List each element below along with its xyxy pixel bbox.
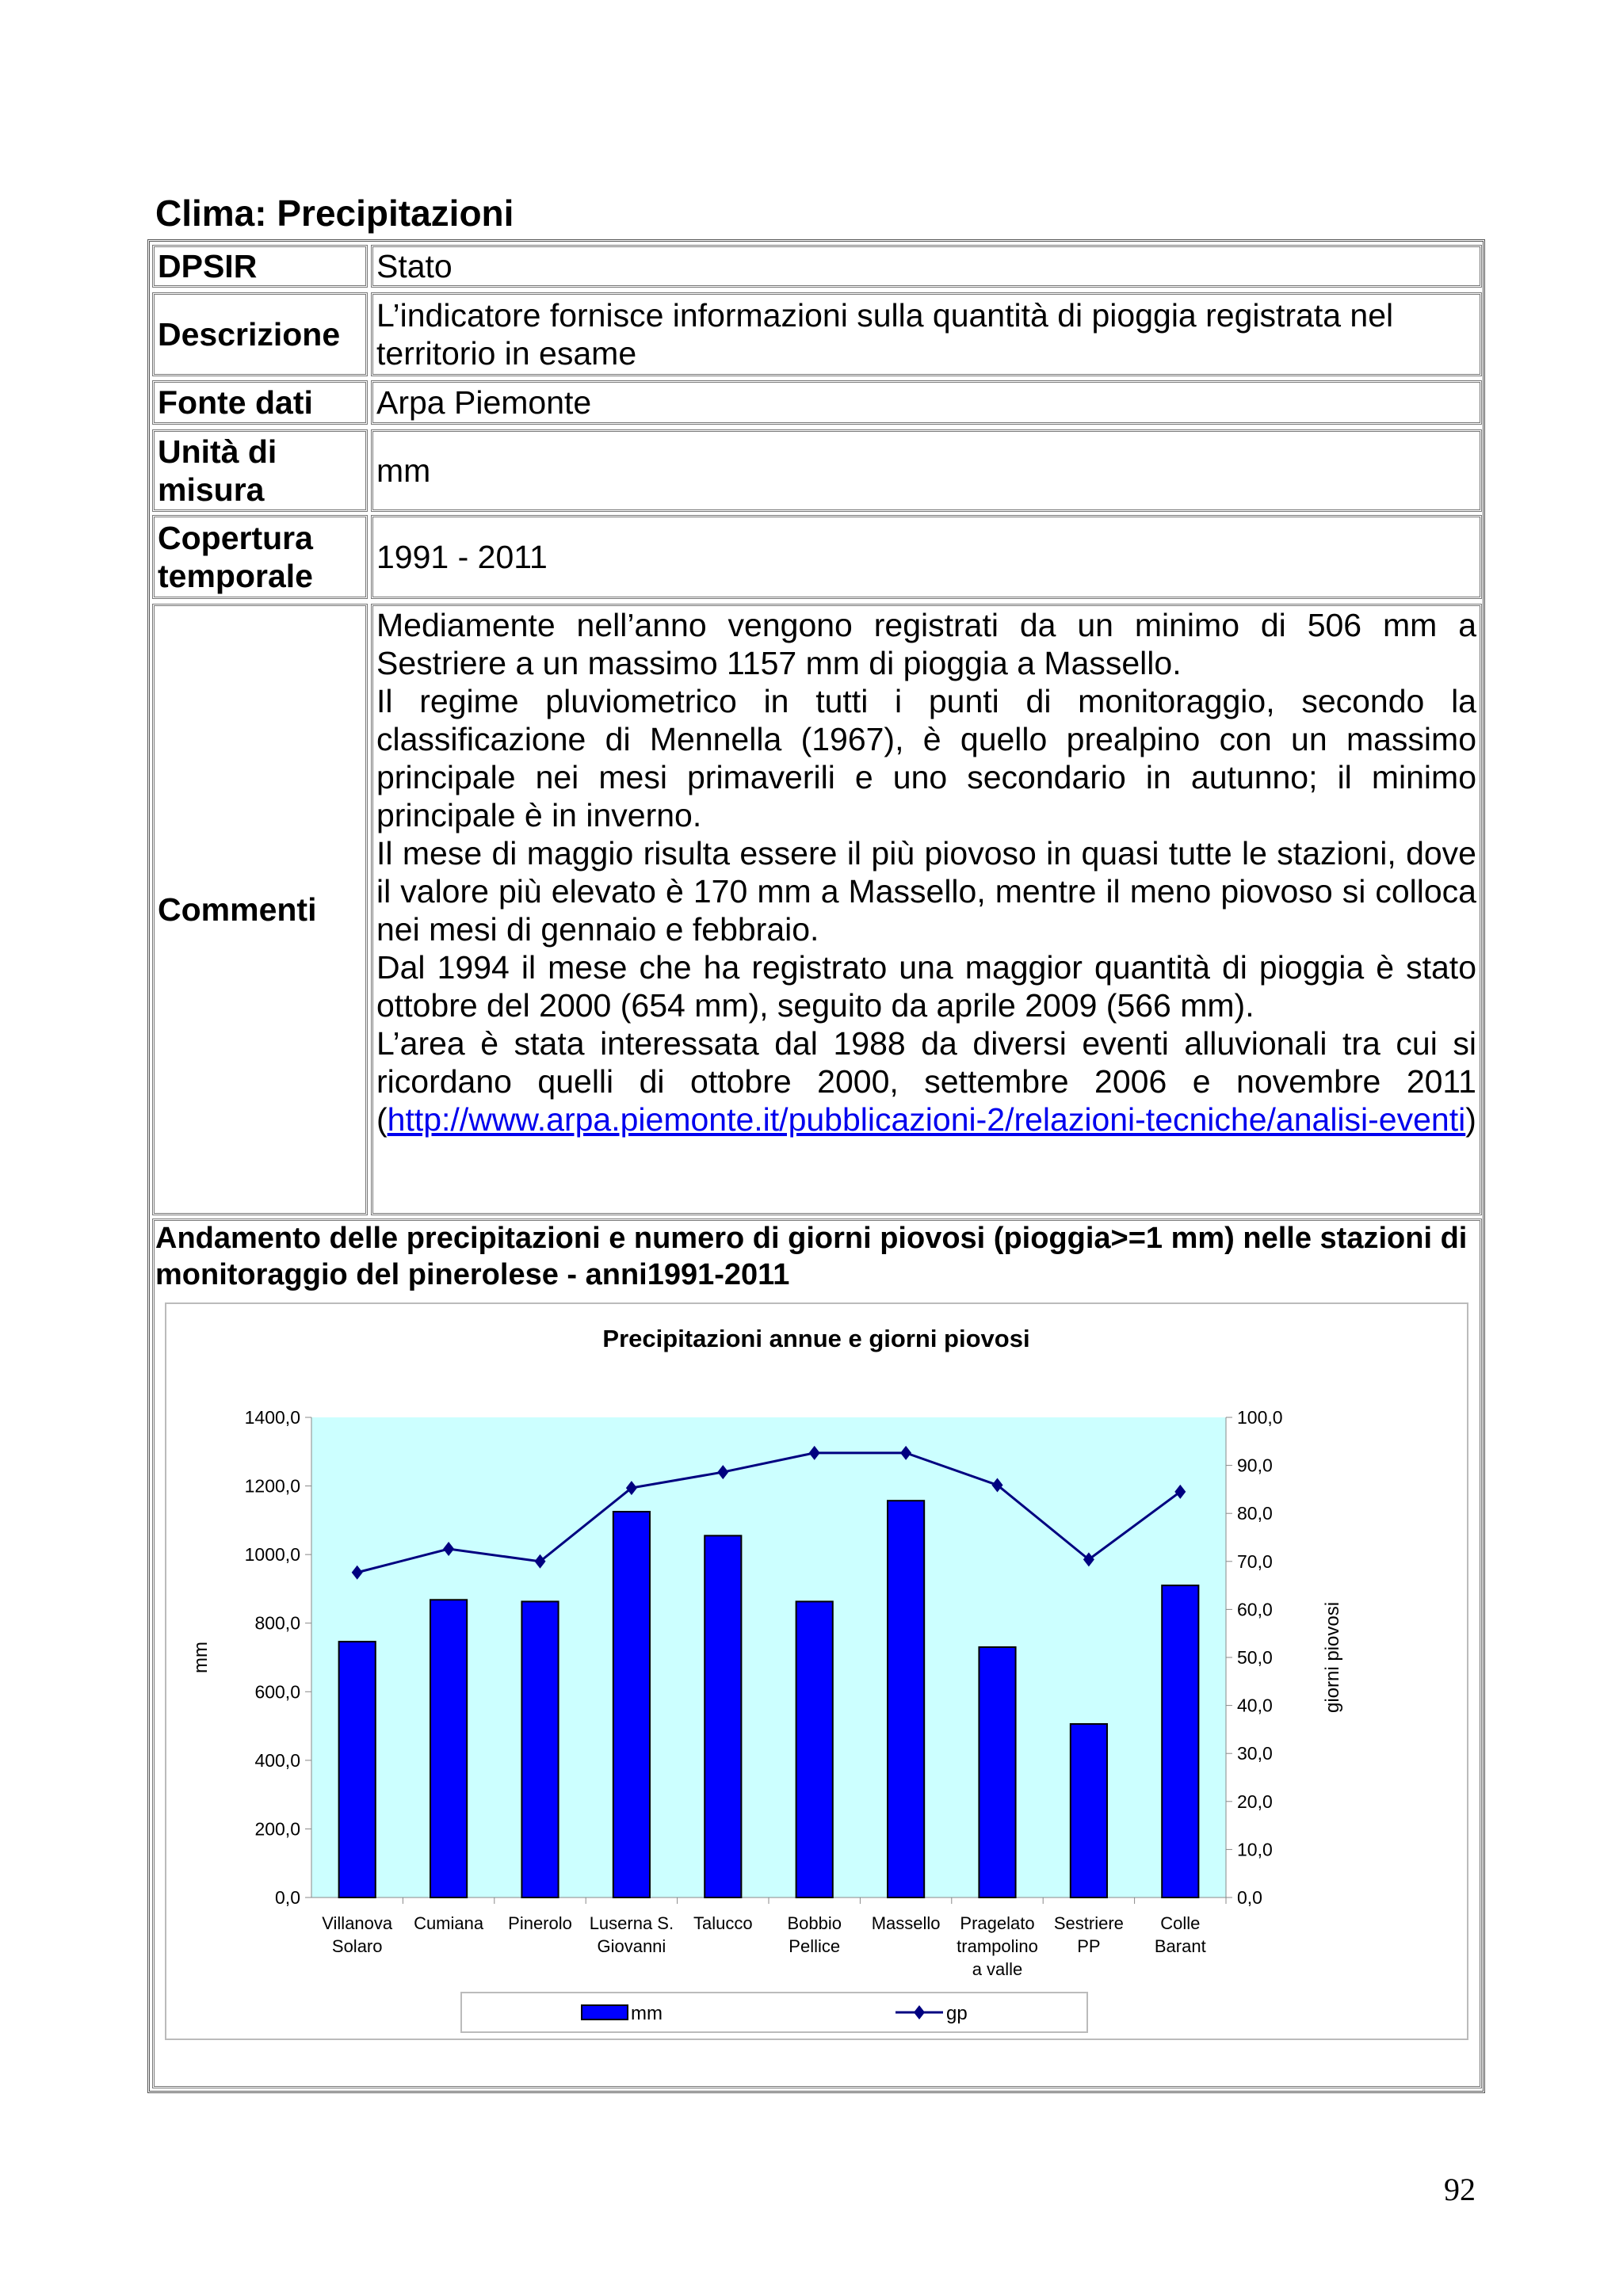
y2-tick-label: 10,0: [1237, 1839, 1273, 1860]
row-label-dpsir: DPSIR: [152, 245, 368, 288]
y2-tick-label: 0,0: [1237, 1887, 1262, 1908]
x-tick-label: a valle: [972, 1959, 1023, 1979]
y2-tick-label: 100,0: [1237, 1407, 1283, 1428]
bar-mm: [521, 1601, 558, 1897]
y-tick-label: 200,0: [254, 1818, 300, 1840]
chart-caption: Andamento delle precipitazioni e numero di giorni piovosi (pioggia>=1 mm) nelle stazioni di monitoraggio del pinerolese - anni1991-2011: [155, 1222, 1468, 1291]
y2-tick-label: 50,0: [1237, 1647, 1273, 1668]
y2-tick-label: 80,0: [1237, 1503, 1273, 1524]
y2-tick-label: 90,0: [1237, 1455, 1273, 1476]
row-value-commenti: [371, 604, 1482, 1215]
chart-title: Precipitazioni annue e giorni piovosi: [602, 1325, 1030, 1352]
legend-gp-label: gp: [946, 2003, 968, 2024]
bar-mm: [705, 1535, 741, 1897]
legend-mm-swatch: [582, 2005, 628, 2019]
bar-mm: [430, 1600, 467, 1897]
x-tick-label: Massello: [871, 1913, 941, 1933]
row-value-copertura: 1991 - 2011: [371, 515, 1482, 599]
y2-tick-label: 70,0: [1237, 1550, 1273, 1572]
row-label-unita: Unità di misura: [152, 429, 368, 512]
y2-tick-label: 20,0: [1237, 1791, 1273, 1812]
comment-5-close: ): [1465, 1101, 1476, 1138]
comment-3: Il mese di maggio risulta essere il più piovoso in quasi tutte le stazioni, dove il valore più elevato è 170 mm a Massello, mentre il meno piovoso si colloca nei mesi di gennaio e febbraio.: [376, 835, 1476, 948]
y-tick-label: 800,0: [254, 1612, 300, 1634]
row-value-descrizione: L’indicatore fornisce informazioni sulla quantità di pioggia registrata nel territorio in esame: [371, 292, 1482, 376]
row-value-unita: mm: [371, 429, 1482, 512]
chart-svg: [166, 1304, 1467, 2039]
page-title: Clima: Precipitazioni: [155, 193, 514, 234]
y-tick-label: 0,0: [275, 1887, 300, 1908]
x-tick-label: Barant: [1154, 1936, 1206, 1956]
row-value-dpsir: Stato: [371, 245, 1482, 288]
y2-tick-label: 60,0: [1237, 1599, 1273, 1620]
y-axis-label: mm: [190, 1642, 212, 1673]
x-tick-label: Pellice: [789, 1936, 841, 1956]
comment-5: [376, 1024, 1476, 1138]
bar-mm: [979, 1647, 1015, 1897]
row-label-fonte: Fonte dati: [152, 380, 368, 425]
row-value-fonte: Arpa Piemonte: [371, 380, 1482, 425]
y-tick-label: 1000,0: [244, 1544, 300, 1566]
x-tick-label: Bobbio: [787, 1913, 842, 1933]
x-tick-label: Colle: [1160, 1913, 1201, 1933]
legend-mm-label: mm: [631, 2003, 663, 2024]
x-tick-label: Luserna S.: [589, 1913, 674, 1933]
y-tick-label: 600,0: [254, 1681, 300, 1703]
x-tick-label: Cumiana: [414, 1913, 484, 1933]
page-number: 92: [1444, 2172, 1476, 2207]
chart-container: [165, 1302, 1468, 2040]
row-label-descrizione: Descrizione: [152, 292, 368, 376]
x-tick-label: Pragelato: [960, 1913, 1035, 1933]
bar-mm: [888, 1501, 924, 1897]
bar-mm: [1071, 1724, 1107, 1897]
comment-2: Il regime pluviometrico in tutti i punti di monitoraggio, secondo la classificazione di Mennella (1967), è quello prealpino con un massimo principale nei mesi primaverili e uno secondario in autunno; il minimo principale è in inverno.: [376, 683, 1476, 833]
x-tick-label: Giovanni: [597, 1936, 666, 1956]
x-tick-label: Sestriere: [1053, 1913, 1124, 1933]
x-tick-label: Pinerolo: [508, 1913, 572, 1933]
x-tick-label: trampolino: [957, 1936, 1038, 1956]
comment-1: Mediamente nell’anno vengono registrati da un minimo di 506 mm a Sestriere a un massimo 1157 mm di pioggia a Massello.: [376, 607, 1476, 681]
y-tick-label: 1400,0: [244, 1407, 300, 1428]
legend-box: [461, 1993, 1087, 2032]
x-tick-label: Solaro: [331, 1936, 383, 1956]
arpa-link[interactable]: http://www.arpa.piemonte.it/pubblicazioni-2/relazioni-tecniche/analisi-eventi: [387, 1101, 1466, 1138]
bar-mm: [339, 1642, 376, 1897]
bar-mm: [1162, 1585, 1198, 1897]
comment-4: Dal 1994 il mese che ha registrato una maggior quantità di pioggia è stato ottobre del 2000 (654 mm), seguito da aprile 2009 (566 mm).: [376, 949, 1476, 1024]
row-label-copertura: Copertura temporale: [152, 515, 368, 599]
comment-5-text: L’area è stata interessata dal 1988 da diversi eventi alluvionali tra cui si ricordano quelli di ottobre 2000, settembre 2006 e novembre 2011 (: [376, 1025, 1476, 1138]
y2-tick-label: 30,0: [1237, 1743, 1273, 1764]
x-tick-label: Talucco: [693, 1913, 753, 1933]
bar-mm: [613, 1512, 650, 1897]
bar-mm: [796, 1601, 833, 1897]
y-tick-label: 400,0: [254, 1749, 300, 1771]
y-tick-label: 1200,0: [244, 1475, 300, 1497]
x-tick-label: PP: [1077, 1936, 1101, 1956]
y2-tick-label: 40,0: [1237, 1695, 1273, 1716]
row-label-commenti: Commenti: [152, 604, 368, 1215]
x-tick-label: Villanova: [322, 1913, 393, 1933]
y2-axis-label: giorni piovosi: [1322, 1601, 1343, 1714]
